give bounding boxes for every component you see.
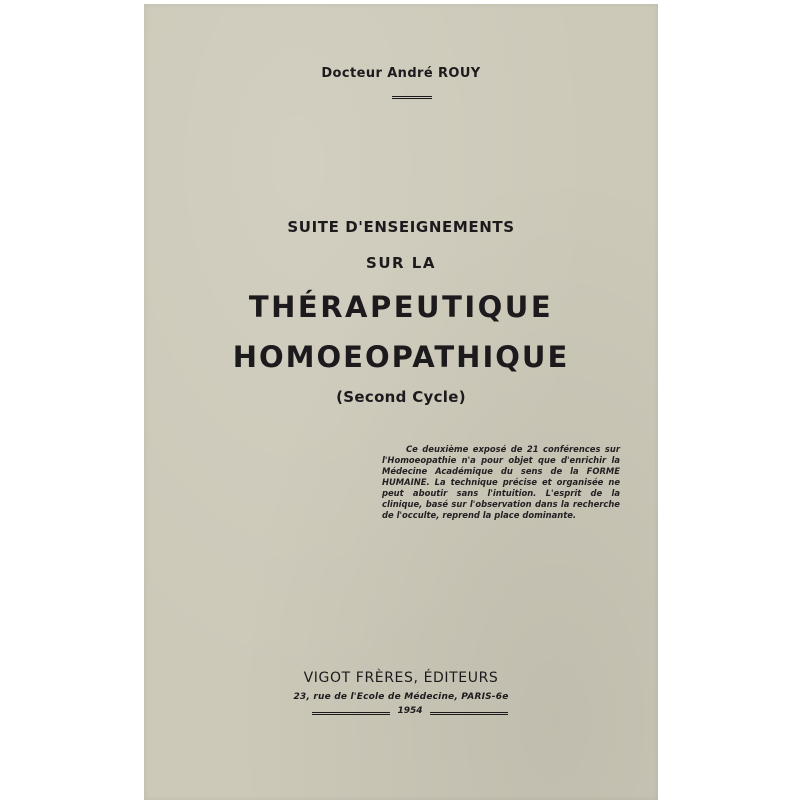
subtitle-line-1: SUITE D'ENSEIGNEMENTS	[287, 218, 515, 236]
year-row	[312, 706, 508, 720]
publication-year: 1954	[397, 706, 423, 716]
publisher-address: 23, rue de l'Ecole de Médecine, PARIS-6e	[293, 692, 509, 702]
title-line-1: THÉRAPEUTIQUE	[248, 290, 554, 324]
year-divider-left	[312, 712, 390, 715]
publisher-name: VIGOT FRÈRES, ÉDITEURS	[303, 670, 499, 686]
year-divider-right	[430, 712, 508, 715]
book-cover	[144, 4, 658, 800]
subtitle-line-2: SUR LA	[366, 254, 436, 272]
cover-blurb: Ce deuxième exposé de 21 conférences sur l'Homoeopathie n'a pour objet que d'enrichir la Médecine Académique du sens de la FORME HUMAINE. La technique précise et organisée ne peut aboutir sans l'intuition. L'esprit de la clinique, basé sur l'observation dans la recherche de l'occulte, reprend la place dominante.	[382, 444, 620, 520]
author-divider	[392, 96, 432, 99]
author-name: Docteur André ROUY	[321, 66, 481, 81]
edition-label: (Second Cycle)	[336, 388, 466, 406]
title-line-2: HOMOEOPATHIQUE	[232, 340, 570, 374]
